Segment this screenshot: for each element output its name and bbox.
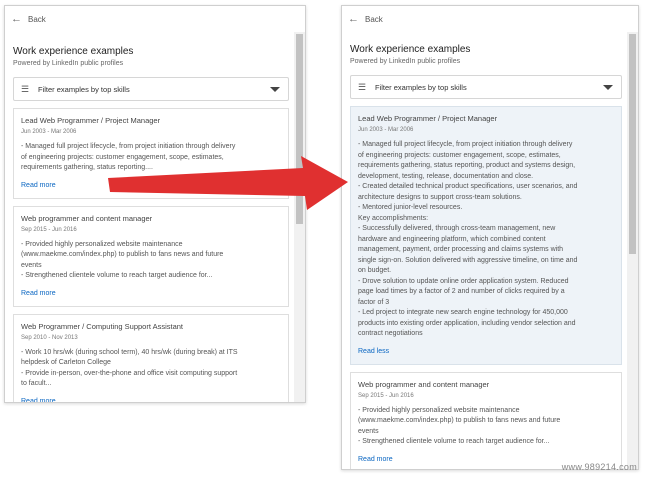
back-button[interactable]	[342, 6, 638, 32]
card-title: Web Programmer / Computing Support Assistant	[21, 321, 184, 331]
card-dates: Sep 2010 - Nov 2013	[21, 334, 78, 341]
panel-subtitle: Powered by LinkedIn public profiles	[350, 58, 461, 65]
card-description: - Provided highly personalized website maintenance (www.maekme.com/index.php) to publish to fans news and future events - Strengthened clientele volume to reach target audience for...	[21, 240, 224, 279]
experience-card	[350, 372, 622, 471]
read-more-link[interactable]: Read more	[358, 455, 393, 463]
card-description: - Managed full project lifecycle, from project initiation through delivery of engineering projects: customer engagement, scope, estimates, requirements gathering, status reporting....	[21, 143, 236, 171]
chevron-down-icon	[270, 87, 280, 92]
sliders-icon: ☰	[21, 83, 30, 94]
card-description: - Work 10 hrs/wk (during school term), 40 hrs/wk (during break) at ITS helpdesk of Carleton College - Provide in-person, over-the-phone and office visit computing support to facult...	[21, 348, 238, 387]
arrow-polygon	[108, 156, 348, 210]
back-button[interactable]	[5, 6, 305, 32]
panel-title: Work experience examples	[13, 46, 134, 57]
back-label: Back	[365, 14, 383, 24]
card-title: Web programmer and content manager	[358, 379, 490, 389]
sliders-icon: ☰	[358, 81, 367, 92]
read-less-link[interactable]: Read less	[358, 347, 390, 355]
watermark: www.989214.com	[561, 462, 637, 472]
back-label: Back	[28, 14, 46, 24]
filter-dropdown[interactable]	[350, 75, 622, 99]
back-arrow-icon: ←	[348, 12, 359, 25]
card-title: Lead Web Programmer / Project Manager	[21, 116, 161, 125]
scrollbar-thumb[interactable]	[629, 34, 636, 254]
card-dates: Sep 2015 - Jun 2016	[21, 226, 77, 233]
filter-label: Filter examples by top skills	[38, 84, 130, 94]
card-title: Lead Web Programmer / Project Manager	[358, 114, 498, 123]
filter-dropdown[interactable]	[13, 77, 289, 101]
card-description: - Provided highly personalized website maintenance (www.maekme.com/index.php) to publish to fans news and future events - Strengthened clientele volume to reach target audience for...	[358, 406, 561, 445]
panel-subtitle: Powered by LinkedIn public profiles	[13, 60, 124, 67]
filter-label: Filter examples by top skills	[375, 82, 467, 92]
read-more-link[interactable]: Read more	[21, 181, 56, 189]
read-more-link[interactable]: Read more	[21, 289, 56, 297]
read-more-link[interactable]: Read more	[21, 397, 56, 403]
scrollbar[interactable]	[627, 32, 638, 469]
card-dates: Sep 2015 - Jun 2016	[358, 392, 414, 399]
experience-card	[13, 314, 289, 404]
card-dates: Jun 2003 - Mar 2006	[21, 129, 77, 135]
card-title: Web programmer and content manager	[21, 213, 153, 223]
card-description: - Managed full project lifecycle, from project initiation through delivery of engineering projects: customer engagement, scope, estimates, requirements gathering, status reporting, product and systems design, development, testing, release, documentation and close. - Created detailed technical product specifications, user scenarios, and architecture designs to support cross-team solutions. - Mentored junior-level resources. Key accomplishments: - Successfully delivered, through cross-team management, new hardware and engineering platform, which combined content management, payment, order processing and claims systems with single sign-on. Solution delivered with aggressive timeline, on time and on budget. - Drove solution to update online order application system. Reduced page load times by a factor of 2 and number of clicks required by a factor of 3 - Led project to integrate new search engine technology for 450,000 products into existing order application, including vendor selection and contract negotiations	[358, 141, 578, 337]
red-arrow-icon	[108, 156, 348, 212]
panel-title: Work experience examples	[350, 44, 471, 55]
work-examples-panel-expanded	[341, 5, 639, 470]
experience-card-expanded	[350, 106, 622, 365]
back-arrow-icon: ←	[11, 12, 22, 25]
card-dates: Jun 2003 - Mar 2006	[358, 127, 414, 133]
experience-card	[13, 206, 289, 307]
scrollbar[interactable]	[294, 32, 305, 402]
chevron-down-icon	[603, 85, 613, 90]
